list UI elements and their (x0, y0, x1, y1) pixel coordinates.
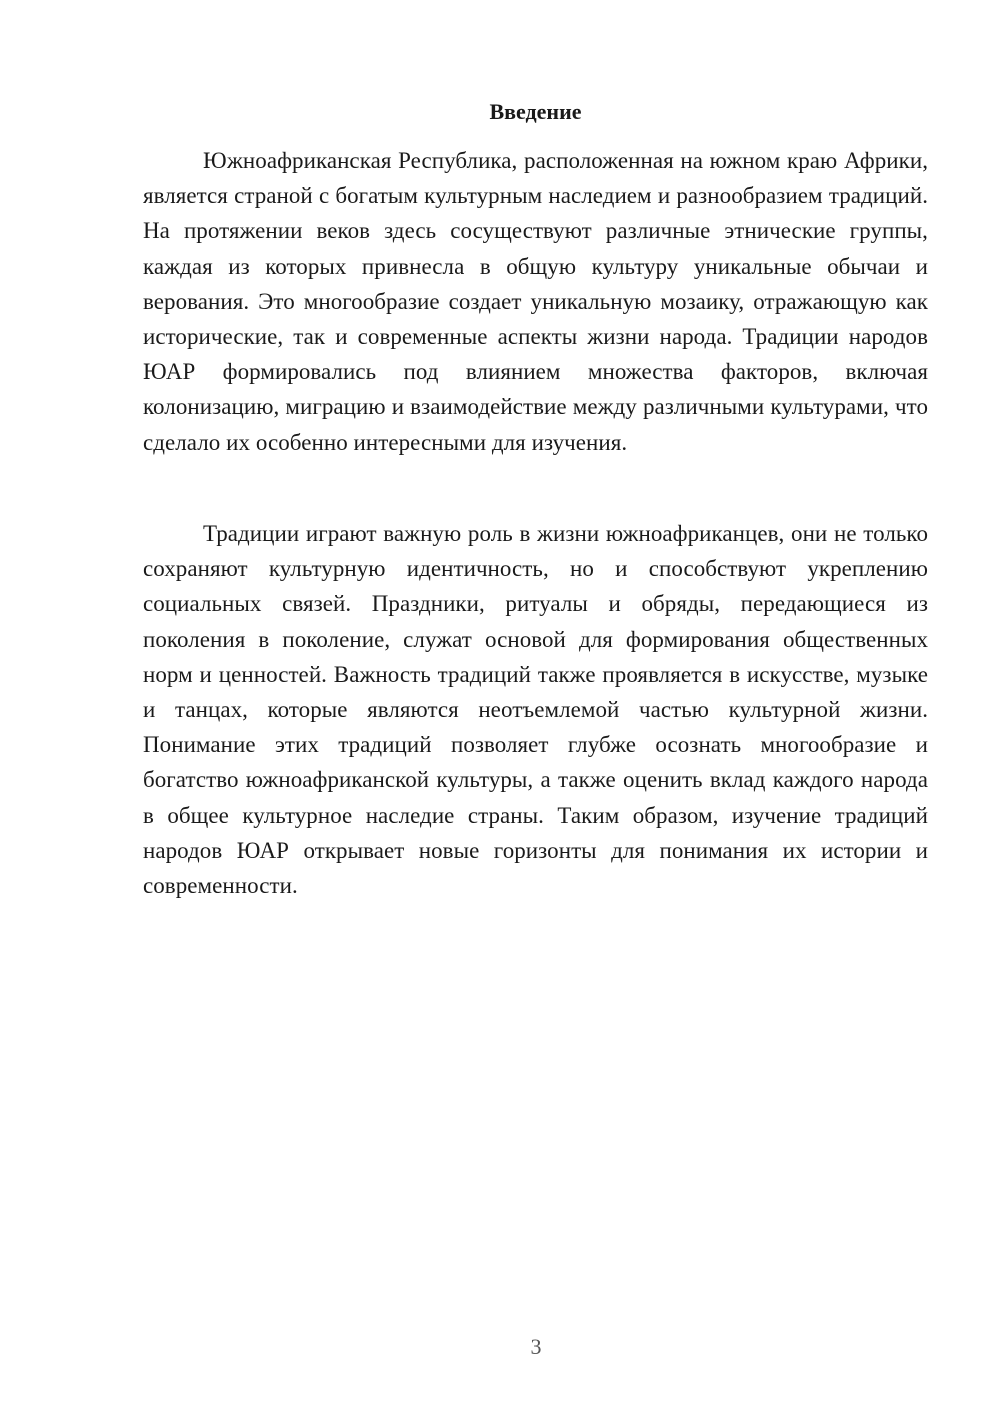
page-number: 3 (530, 1334, 542, 1359)
paragraph-traditions: Традиции играют важную роль в жизни южноафриканцев, они не только сохраняют культурную идентичность, но и способствуют укреплению социальных связей. Праздники, ритуалы и обряды, передающиеся из поколения в поколение, служат основой для формирования общественных норм и ценностей. Важность традиций также проявляется в искусстве, музыке и танцах, которые являются неотъемлемой частью культурной жизни. Понимание этих традиций позволяет глубже осознать многообразие и богатство южноафриканской культуры, а также оценить вклад каждого народа в общее культурное наследие страны. Таким образом, изучение традиций народов ЮАР открывает новые горизонты для понимания их истории и современности. (143, 521, 928, 899)
paragraph-intro: Южноафриканская Республика, расположенная на южном краю Африки, является страной с богатым культурным наследием и разнообразием традиций. На протяжении веков здесь сосуществуют различные этнические группы, каждая из которых привнесла в общую культуру уникальные обычаи и верования. Это многообразие создает уникальную мозаику, отражающую как исторические, так и современные аспекты жизни народа. Традиции народов ЮАР формировались под влиянием множества факторов, включая колонизацию, миграцию и взаимодействие между различными культурами, что сделало их особенно интересными для изучения. (143, 148, 928, 455)
section-heading: Введение (489, 99, 582, 124)
